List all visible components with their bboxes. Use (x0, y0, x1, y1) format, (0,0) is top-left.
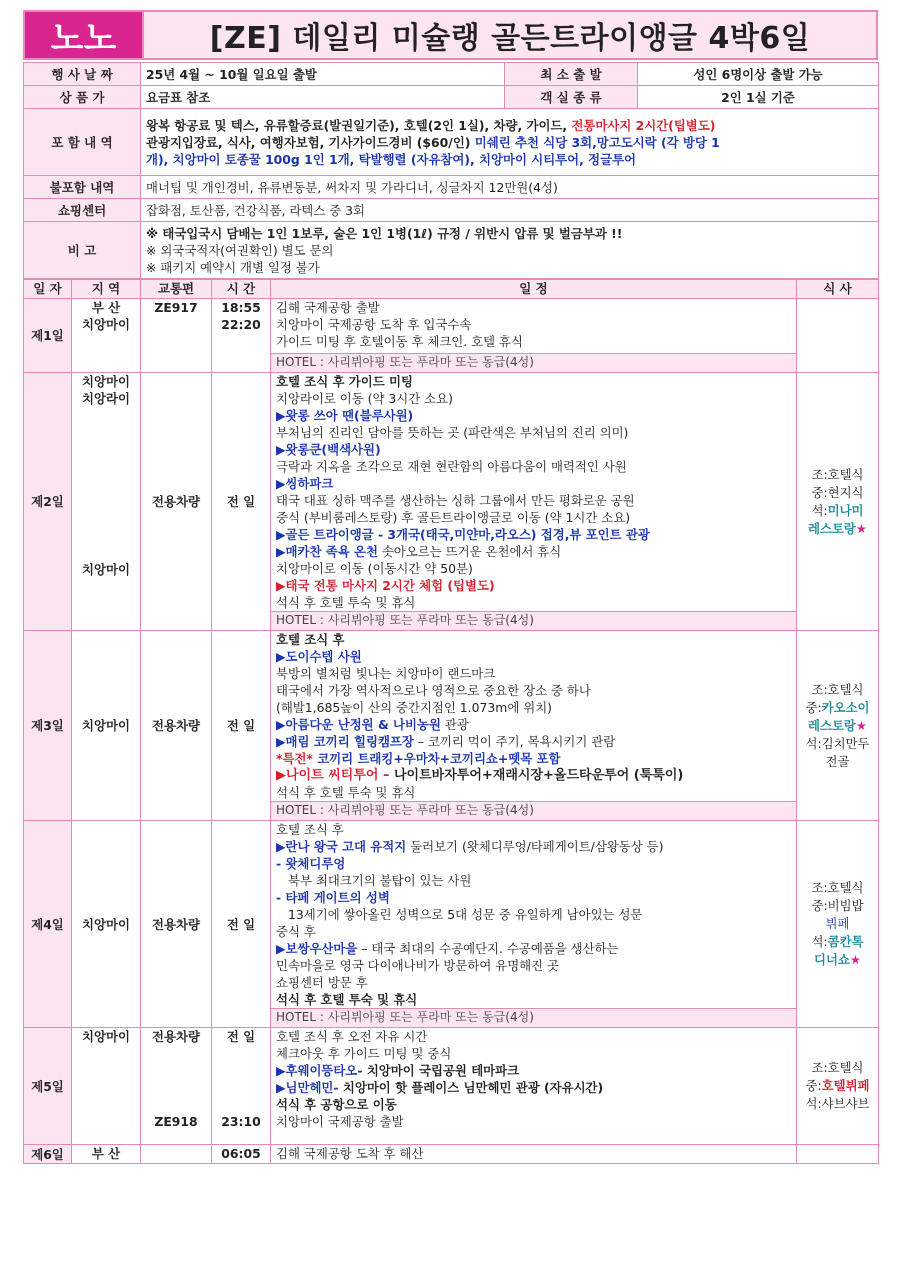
day3-meal-2b: 카오소이 (821, 699, 870, 715)
day6-transport (141, 1145, 212, 1164)
day5-meal-3: 석:샤브샤브 (805, 1096, 870, 1111)
day4-s6: 13세기에 쌓아올린 성벽으로 5대 성문 중 유일하게 남아있는 성문 (288, 907, 643, 922)
day2-s5: ▶왓롱쿤(백색사원) (276, 442, 381, 457)
day2-schedule (271, 373, 797, 612)
day5-meal-1: 조:호텔식 (811, 1060, 864, 1075)
day2-meal-1: 조:호텔식 (811, 466, 864, 482)
day5-s3-title: ▶후웨이뜽타오- (276, 1063, 363, 1078)
day3-s2: ▶도이수텝 사원 (276, 649, 362, 664)
shopping-label: 쇼핑센터 (24, 199, 141, 222)
info-table (23, 62, 879, 279)
include-massage: 전통마사지 2시간(팁별도) (571, 117, 716, 133)
col-meal: 식 사 (797, 280, 879, 299)
day3-meal-5: 전골 (825, 753, 850, 769)
day4-s11: 석식 후 호텔 투숙 및 휴식 (276, 992, 418, 1007)
col-time: 시 간 (212, 280, 271, 299)
day4-meal-3: 뷔페 (825, 916, 850, 931)
day2-s3: ▶왓롱 쓰아 땐(블루사원) (276, 408, 414, 423)
day2-region-3: 치앙마이 (82, 562, 130, 577)
day4-s5: - 타페 게이트의 성벽 (276, 890, 390, 905)
day4-s2-title: ▶란나 왕국 고대 유적지 (276, 839, 407, 854)
room-value: 2인 1실 기준 (638, 86, 879, 109)
day2-meal-3a: 석: (811, 502, 828, 518)
day5-s1: 호텔 조식 후 오전 자유 시간 (276, 1029, 428, 1044)
col-region: 지 역 (72, 280, 141, 299)
day1-region-1: 부 산 (91, 300, 121, 315)
day2-time: 전 일 (212, 373, 271, 631)
day5-schedule (271, 1028, 797, 1145)
include-value (141, 109, 879, 176)
min-depart-value: 성인 6명이상 출발 가능 (638, 63, 879, 86)
day5-flight: ZE918 (154, 1114, 198, 1129)
day2-meal (797, 373, 879, 631)
day5-s5: 석식 후 공항으로 이동 (276, 1097, 397, 1112)
include-text-2: 관광지입장료, 식사, 여행자보험, 기사가이드경비 ($60/인) (146, 134, 475, 150)
day2-s11-title: ▶매카찬 족욕 온천 (276, 544, 378, 559)
day3-s10: 석식 후 호텔 투숙 및 휴식 (276, 785, 416, 800)
day4-s1: 호텔 조식 후 (276, 822, 344, 837)
day1-time-2: 22:20 (221, 317, 261, 332)
note-value (141, 222, 879, 279)
header (23, 10, 878, 60)
day5-time (212, 1028, 271, 1145)
day3-hotel: HOTEL : 사리뷔아핑 또는 푸라마 또는 동급(4성) (271, 802, 797, 821)
day1-schedule (271, 299, 797, 354)
day3-meal-2a: 중: (805, 699, 822, 715)
include-michelin: 미쉐린 추천 식당 3회,망고도시락 (각 방당 1 (474, 134, 720, 150)
day4-s8-desc: – 태국 최대의 수공예단지. 수공예품을 생산하는 (357, 941, 619, 956)
day5-transport-value: 전용차량 (152, 1029, 200, 1044)
day4-meal-4b: 콤칸톡 (827, 934, 864, 949)
day6-schedule: 김해 국제공항 도착 후 해산 (271, 1145, 797, 1164)
day3-meal-3: 레스토랑 (808, 717, 856, 733)
price-label: 상 품 가 (24, 86, 141, 109)
day3-label: 제3일 (24, 631, 72, 821)
day3-meal-1: 조:호텔식 (811, 681, 864, 697)
day3-s6-desc: 관광 (440, 717, 469, 732)
day2-transport: 전용차량 (141, 373, 212, 631)
day2-s14: 석식 후 호텔 투숙 및 휴식 (276, 595, 416, 610)
day4-meal-4a: 석: (811, 934, 828, 949)
day4-transport: 전용차량 (141, 821, 212, 1028)
day5-s2: 체크아웃 후 가이드 미팅 및 중식 (276, 1046, 452, 1061)
day4-region: 치앙마이 (72, 821, 141, 1028)
day1-flight: ZE917 (141, 299, 212, 373)
day3-s9-desc: 나이트바자투어+재래시장+올드타운투어 (툭툭이) (393, 768, 684, 783)
day5-s4-desc: 치앙마이 핫 플레이스 님만헤민 관광 (자유시간) (338, 1080, 604, 1095)
day6-label: 제6일 (24, 1145, 72, 1164)
day2-s11-desc: 솟아오르는 뜨거운 온천에서 휴식 (377, 544, 562, 559)
day3-schedule (271, 631, 797, 802)
col-transport: 교통편 (141, 280, 212, 299)
day3-s5: (해발1,685높이 산의 중간지점인 1.073m에 위치) (276, 700, 553, 715)
star-icon: ★ (855, 520, 867, 536)
day3-s3: 북방의 별처럼 빛나는 치앙마이 랜드마크 (276, 666, 496, 681)
include-text-1: 왕복 항공료 및 텍스, 유류할증료(발권일기준), 호텔(2인 1실), 차량, 가이드, (146, 117, 572, 133)
day2-s1: 호텔 조식 후 가이드 미팅 (276, 374, 413, 389)
day3-s7-title: ▶매림 코끼리 힐링캠프장 (276, 734, 414, 749)
room-label: 객 실 종 류 (505, 86, 638, 109)
day4-schedule (271, 821, 797, 1009)
day4-label: 제4일 (24, 821, 72, 1028)
day4-s2-desc: 둘러보기 (왓체디루엉/타페게이트/삼왕동상 등) (406, 839, 664, 854)
day2-s7: ▶씽하파크 (276, 476, 334, 491)
day2-s8: 태국 대표 싱하 맥주를 생산하는 싱하 그룹에서 만든 평화로운 공원 (276, 493, 635, 508)
day2-label: 제2일 (24, 373, 72, 631)
day5-region: 치앙마이 (72, 1028, 141, 1145)
day1-time (212, 299, 271, 373)
day6-time: 06:05 (212, 1145, 271, 1164)
day3-s8-desc: 코끼리 트래킹+우마차+코끼리쇼+뗏목 포함 (312, 751, 561, 766)
day2-meal-4: 레스토랑 (808, 520, 856, 536)
day6-meal (797, 1145, 879, 1164)
note-1: ※ 태국입국시 담배는 1인 1보루, 술은 1인 1병(1ℓ) 규정 / 위반시 압류 및 벌금부과 !! (146, 225, 623, 241)
schedule-table (23, 279, 879, 1164)
day3-s7-desc: – 코끼리 먹이 주기, 목욕시키기 관람 (413, 734, 616, 749)
day2-s2: 치앙라이로 이동 (약 3시간 소요) (276, 391, 453, 406)
day4-s10: 쇼핑센터 방문 후 (276, 975, 368, 990)
day5-s4-title: ▶님만헤민- (276, 1080, 339, 1095)
day5-s6: 치앙마이 국제공항 출발 (276, 1114, 404, 1129)
day4-s4: 북부 최대크기의 불탑이 있는 사원 (288, 873, 472, 888)
day1-region-2: 치앙마이 (82, 317, 130, 332)
day3-s6-title: ▶아름다운 난정원 & 나비농원 (276, 717, 441, 732)
day2-meal-3b: 미나미 (827, 502, 864, 518)
day1-time-1: 18:55 (221, 300, 261, 315)
day5-transport (141, 1028, 212, 1145)
day4-meal-5: 디너쇼 (813, 952, 850, 967)
event-date-value: 25년 4월 ~ 10월 일요일 출발 (141, 63, 505, 86)
day3-meal (797, 631, 879, 821)
day2-region-1: 치앙마이 (82, 374, 130, 389)
day2-s12: 치앙마이로 이동 (이동시간 약 50분) (276, 561, 473, 576)
day2-meal-2: 중:현지식 (811, 484, 864, 500)
day4-hotel: HOTEL : 사리뷔아핑 또는 푸라마 또는 동급(4성) (271, 1009, 797, 1028)
day3-region: 치앙마이 (72, 631, 141, 821)
day1-meal (797, 299, 879, 373)
day4-meal-1: 조:호텔식 (811, 880, 864, 895)
day5-meal-2b: 호텔뷔페 (821, 1078, 870, 1093)
day1-s2: 치앙마이 국제공항 도착 후 입국수속 (276, 317, 472, 332)
day3-s1: 호텔 조식 후 (276, 632, 345, 647)
col-day: 일 자 (24, 280, 72, 299)
day1-s1: 김해 국제공항 출발 (276, 300, 380, 315)
day2-region-2: 치앙라이 (82, 391, 130, 406)
day4-s8-title: ▶보쌍우산마을 (276, 941, 358, 956)
day4-s3: - 왓체디루엉 (276, 856, 346, 871)
day1-region (72, 299, 141, 373)
day1-label: 제1일 (24, 299, 72, 373)
event-date-label: 행 사 날 짜 (24, 63, 141, 86)
day1-s3: 가이드 미팅 후 호텔이동 후 체크인. 호텔 휴식 (276, 334, 523, 349)
day5-meal (797, 1028, 879, 1145)
day6-region: 부 산 (72, 1145, 141, 1164)
include-text-3: 개), 치앙마이 토종꿀 100g 1인 1개, 탁발행렬 (자유참여), 치앙마이 시티투어, 정글투어 (146, 151, 637, 167)
note-2: ※ 외국국적자(여권확인) 별도 문의 (146, 242, 334, 258)
day4-time: 전 일 (212, 821, 271, 1028)
note-3: ※ 패키지 예약시 개별 일정 불가 (146, 259, 320, 275)
day5-flight-time: 23:10 (221, 1114, 261, 1129)
day3-s8-badge: *특전* (276, 751, 313, 766)
day5-meal-2a: 중: (805, 1078, 822, 1093)
day2-s10: ▶골든 트라이앵글 - 3개국(태국,미얀마,라오스) 접경,뷰 포인트 관광 (276, 527, 650, 542)
col-schedule: 일 정 (271, 280, 797, 299)
exclude-label: 불포함 내역 (24, 176, 141, 199)
day1-hotel: HOTEL : 사리뷔아핑 또는 푸라마 또는 동급(4성) (271, 354, 797, 373)
day2-s13: ▶태국 전통 마사지 2시간 체험 (팁별도) (276, 578, 495, 593)
day4-s9: 민속마을로 영국 다이애나비가 방문하여 유명해진 곳 (276, 958, 560, 973)
day5-s3-desc: 치앙마이 국립공원 테마파크 (362, 1063, 520, 1078)
day2-s6: 극락과 지옥을 조각으로 재현 현란함의 아름다움이 매력적인 사원 (276, 459, 627, 474)
day5-label: 제5일 (24, 1028, 72, 1145)
brand-logo: 노노 (23, 10, 142, 60)
day3-s9-title: ▶나이트 씨티투어 – (276, 768, 394, 783)
day3-time: 전 일 (212, 631, 271, 821)
star-icon: ★ (855, 717, 867, 733)
day3-meal-4: 석:김치만두 (805, 735, 870, 751)
day5-time-value: 전 일 (226, 1029, 256, 1044)
day2-s4: 부처님의 진리인 담아를 뜻하는 곳 (파란색은 부처님의 진리 의미) (276, 425, 629, 440)
page-title: [ZE] 데일리 미슐랭 골든트라이앵글 4박6일 (142, 10, 878, 60)
min-depart-label: 최 소 출 발 (505, 63, 638, 86)
day2-region (72, 373, 141, 631)
star-icon: ★ (849, 952, 862, 967)
day2-s9: 중식 (부비룸레스토랑) 후 골든트라이앵글로 이동 (약 1시간 소요) (276, 510, 631, 525)
exclude-value: 매너팁 및 개인경비, 유류변동분, 써차지 및 가라디너, 싱글차지 12만원(4성) (141, 176, 879, 199)
include-label: 포 함 내 역 (24, 109, 141, 176)
note-label: 비 고 (24, 222, 141, 279)
day3-s4: 태국에서 가장 역사적으로나 영적으로 중요한 장소 중 하나 (276, 683, 591, 698)
day4-meal (797, 821, 879, 1028)
day2-hotel: HOTEL : 사리뷔아핑 또는 푸라마 또는 동급(4성) (271, 612, 797, 631)
day4-s7: 중식 후 (276, 924, 316, 939)
day3-transport: 전용차량 (141, 631, 212, 821)
itinerary-document (23, 10, 878, 1164)
price-value: 요금표 참조 (141, 86, 505, 109)
day4-meal-2: 중:비빔밥 (811, 898, 864, 913)
shopping-value: 잡화점, 토산품, 건강식품, 라텍스 중 3회 (141, 199, 879, 222)
